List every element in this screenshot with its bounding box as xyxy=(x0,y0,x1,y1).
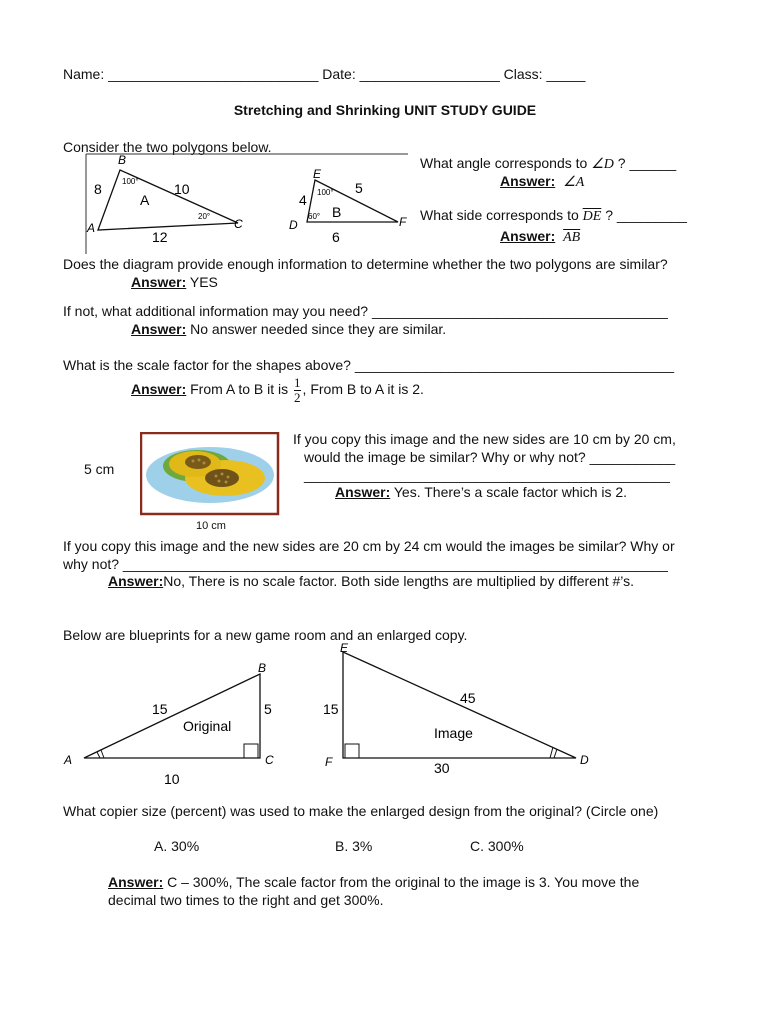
scale-answer xyxy=(131,376,424,405)
copy2-answer-text: No, There is no scale factor. Both side lengths are multiplied by different #’s. xyxy=(163,573,635,589)
sunflower-image xyxy=(140,432,280,516)
additional-answer xyxy=(131,321,446,337)
enough-question: Does the diagram provide enough information to determine whether the two polygons are similar? xyxy=(63,256,668,272)
vertex-a-label: A xyxy=(64,753,73,767)
intro-text: Consider the two polygons below. xyxy=(63,139,272,155)
angle-question-text: What angle corresponds to xyxy=(420,155,588,171)
triangle-a-name: A xyxy=(140,192,150,208)
copy2-answer xyxy=(108,573,634,589)
angle-symbol: ∠ xyxy=(563,175,576,190)
blueprints-intro: Below are blueprints for a new game room and an enlarged copy. xyxy=(63,627,468,643)
copy-answer xyxy=(335,484,627,500)
class-label: Class: xyxy=(503,66,543,82)
vertex-c-label: C xyxy=(234,217,243,231)
side-answer-var: $\overline{AB}$ xyxy=(563,230,581,245)
side-question-text: What side corresponds to xyxy=(420,207,579,223)
copier-answer-line2: decimal two times to the right and get 300%. xyxy=(108,892,384,908)
side-question xyxy=(420,207,687,225)
angle-symbol: ∠ xyxy=(591,157,604,172)
vertex-c-label: C xyxy=(265,753,274,767)
side-df-label: 6 xyxy=(332,229,340,245)
side-bc-label: 10 xyxy=(174,181,190,197)
image-width-label: 10 cm xyxy=(196,520,226,532)
scale-answer-post: , From B to A it is 2. xyxy=(302,381,424,398)
angle-var: D xyxy=(603,157,614,172)
enough-answer xyxy=(131,274,218,290)
triangle-b-name: B xyxy=(332,204,342,220)
vertex-b-label: B xyxy=(118,153,127,167)
angle-e-label: 100° xyxy=(317,188,334,197)
image-hyp-label: 45 xyxy=(460,690,476,706)
choice-b[interactable]: B. 3% xyxy=(335,838,373,854)
name-blank[interactable]: ___________________________ xyxy=(108,66,319,82)
copy-question-line3[interactable]: _______________________________________________ xyxy=(304,467,670,483)
choice-c[interactable]: C. 300% xyxy=(470,838,524,854)
vertex-f-label: F xyxy=(325,755,333,769)
image-triangle-figure xyxy=(318,640,598,780)
answer-label: Answer: xyxy=(335,484,391,500)
triangle-a xyxy=(98,170,238,230)
vertex-e-label: E xyxy=(340,641,349,655)
copier-answer-line1: C – 300%, The scale factor from the original to the image is 3. You move the xyxy=(167,874,640,890)
copy-answer-text: Yes. There’s a scale factor which is 2. xyxy=(393,484,628,500)
header-line xyxy=(63,66,585,82)
copy2-question-line2: why not? ______________________________________________________________________ xyxy=(63,556,668,572)
angle-question xyxy=(420,155,676,173)
name-label: Name: xyxy=(63,66,105,82)
vertex-d-label: D xyxy=(580,753,589,767)
scale-answer-pre: From A to B it is xyxy=(190,381,289,398)
angle-b-label: 100° xyxy=(122,177,139,186)
date-blank[interactable]: __________________ xyxy=(359,66,500,82)
choice-a[interactable]: A. 30% xyxy=(154,838,200,854)
original-vertical-label: 5 xyxy=(264,701,272,717)
image-horizontal-label: 30 xyxy=(434,760,450,776)
answer-label: Answer: xyxy=(108,874,164,890)
angle-c-label: 20° xyxy=(198,212,211,221)
answer-label: Answer: xyxy=(131,274,187,290)
answer-label: Answer: xyxy=(500,173,556,189)
side-answer xyxy=(500,228,580,246)
page-title: Stretching and Shrinking UNIT STUDY GUIDE xyxy=(233,102,537,118)
vertex-b-label: B xyxy=(258,661,267,675)
additional-question: If not, what additional information may you need? ______________________________________ xyxy=(63,303,668,319)
image-height-label: 5 cm xyxy=(84,461,115,477)
side-ac-label: 12 xyxy=(152,229,168,245)
triangle-b xyxy=(307,180,398,222)
fraction-denominator: 2 xyxy=(294,390,301,405)
additional-answer-text: No answer needed since they are similar. xyxy=(190,321,447,337)
angle-question-blank[interactable]: ? ______ xyxy=(617,155,677,171)
copier-answer xyxy=(108,874,639,890)
copier-question: What copier size (percent) was used to make the enlarged design from the original? (Circle one) xyxy=(63,803,659,819)
angle-answer-var: A xyxy=(575,175,585,190)
angle-d-label: 60° xyxy=(308,212,321,221)
copy2-question-line1: If you copy this image and the new sides are 20 cm by 24 cm would the images be similar? Why or xyxy=(63,538,675,554)
original-name-label: Original xyxy=(183,718,232,734)
vertex-e-label: E xyxy=(313,167,322,181)
vertex-a-label: A xyxy=(87,221,96,235)
fraction-numerator: 1 xyxy=(294,375,301,390)
side-ab-label: 8 xyxy=(94,181,102,197)
vertex-d-label: D xyxy=(289,218,298,232)
polygons-figure xyxy=(80,150,420,260)
vertex-f-label: F xyxy=(399,215,407,229)
image-name-label: Image xyxy=(434,725,473,741)
answer-label: Answer: xyxy=(500,228,556,244)
class-blank[interactable]: _____ xyxy=(546,66,586,82)
answer-label: Answer: xyxy=(131,321,187,337)
angle-answer xyxy=(500,173,584,191)
original-hyp-label: 15 xyxy=(152,701,168,717)
copy-question-line2: would the image be similar? Why or why not? ___________ xyxy=(304,449,676,465)
answer-label: Answer: xyxy=(131,381,187,398)
side-question-blank[interactable]: ? _________ xyxy=(605,207,687,223)
scale-question: What is the scale factor for the shapes above? _________________________________________ xyxy=(63,357,675,373)
copy-question-line1: If you copy this image and the new sides are 10 cm by 20 cm, xyxy=(293,431,676,447)
date-label: Date: xyxy=(322,66,356,82)
side-var: $\overline{DE}$ xyxy=(582,209,602,224)
scale-fraction xyxy=(294,376,301,405)
image-vertical-label: 15 xyxy=(323,701,339,717)
side-ef-label: 5 xyxy=(355,180,363,196)
original-horizontal-label: 10 xyxy=(164,771,180,787)
side-de-label: 4 xyxy=(299,192,307,208)
original-triangle-figure xyxy=(60,660,290,790)
answer-label: Answer: xyxy=(108,573,164,589)
enough-answer-text: YES xyxy=(189,274,218,290)
